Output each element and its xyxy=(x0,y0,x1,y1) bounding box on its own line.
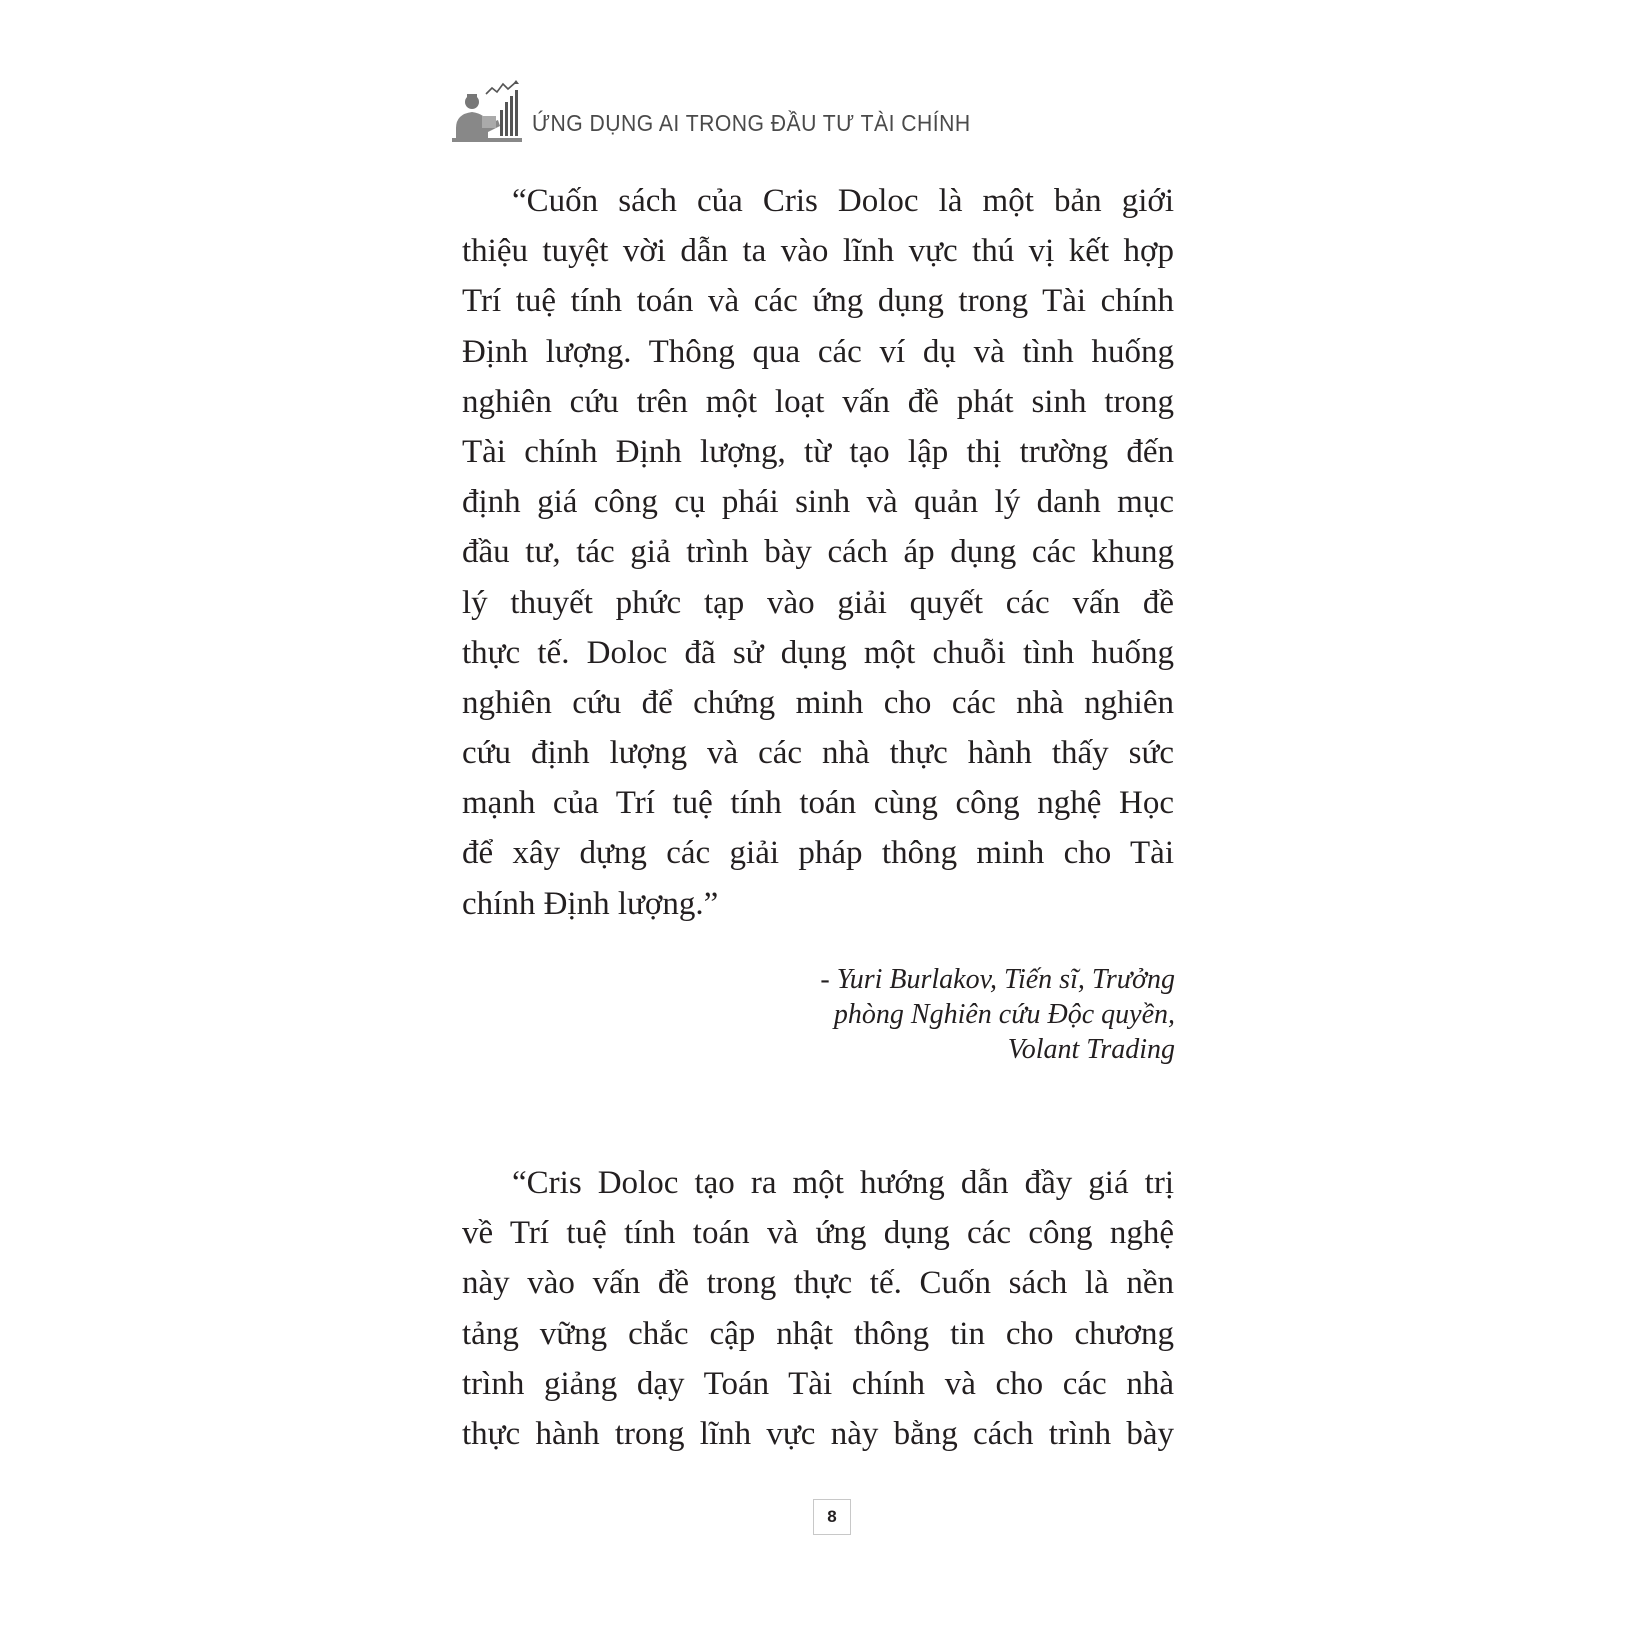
running-header xyxy=(452,80,1172,152)
text-line: cứu định lượng và các nhà thực hành thấy sức xyxy=(462,735,1174,772)
text-line: “Cris Doloc tạo ra một hướng dẫn đầy giá trị xyxy=(512,1165,1174,1201)
quote-attribution xyxy=(700,962,1175,1067)
attribution-line: - Yuri Burlakov, Tiến sĩ, Trưởng xyxy=(820,964,1175,995)
header-title: ỨNG DỤNG AI TRONG ĐẦU TƯ TÀI CHÍNH xyxy=(532,110,971,136)
attribution-line: Volant Trading xyxy=(1007,1034,1175,1065)
text-line: trình giảng dạy Toán Tài chính và cho các nhà xyxy=(462,1365,1174,1402)
text-line: chính Định lượng.” xyxy=(462,885,719,922)
text-line: “Cuốn sách của Cris Doloc là một bản giới xyxy=(512,183,1174,219)
text-line: lý thuyết phức tạp vào giải quyết các vấn đề xyxy=(462,584,1174,621)
text-line: thực hành trong lĩnh vực này bằng cách trình bày xyxy=(462,1415,1174,1452)
text-line: đầu tư, tác giả trình bày cách áp dụng các khung xyxy=(462,534,1174,571)
text-line: nghiên cứu trên một loạt vấn đề phát sinh trong xyxy=(462,383,1174,420)
text-line: thiệu tuyệt vời dẫn ta vào lĩnh vực thú vị kết hợp xyxy=(462,233,1174,270)
text-line: nghiên cứu để chứng minh cho các nhà nghiên xyxy=(462,684,1174,721)
text-line: Tài chính Định lượng, từ tạo lập thị trường đến xyxy=(462,433,1174,470)
text-line: về Trí tuệ tính toán và ứng dụng các công nghệ xyxy=(462,1215,1174,1252)
text-line: để xây dựng các giải pháp thông minh cho Tài xyxy=(462,835,1174,872)
attribution-line: phòng Nghiên cứu Độc quyền, xyxy=(833,999,1175,1030)
text-line: mạnh của Trí tuệ tính toán cùng công nghệ Học xyxy=(462,785,1174,822)
text-line: Trí tuệ tính toán và các ứng dụng trong Tài chính xyxy=(462,283,1174,320)
quote-paragraph-1 xyxy=(462,176,1174,929)
person-with-growth-chart-icon xyxy=(452,80,522,150)
page-number: 8 xyxy=(813,1499,851,1535)
text-line: Định lượng. Thông qua các ví dụ và tình huống xyxy=(462,333,1174,370)
text-line: thực tế. Doloc đã sử dụng một chuỗi tình huống xyxy=(462,634,1174,671)
text-line: này vào vấn đề trong thực tế. Cuốn sách là nền xyxy=(462,1265,1174,1302)
text-line: tảng vững chắc cập nhật thông tin cho chương xyxy=(462,1315,1174,1352)
text-line: định giá công cụ phái sinh và quản lý danh mục xyxy=(462,484,1174,521)
quote-paragraph-2 xyxy=(462,1158,1174,1459)
